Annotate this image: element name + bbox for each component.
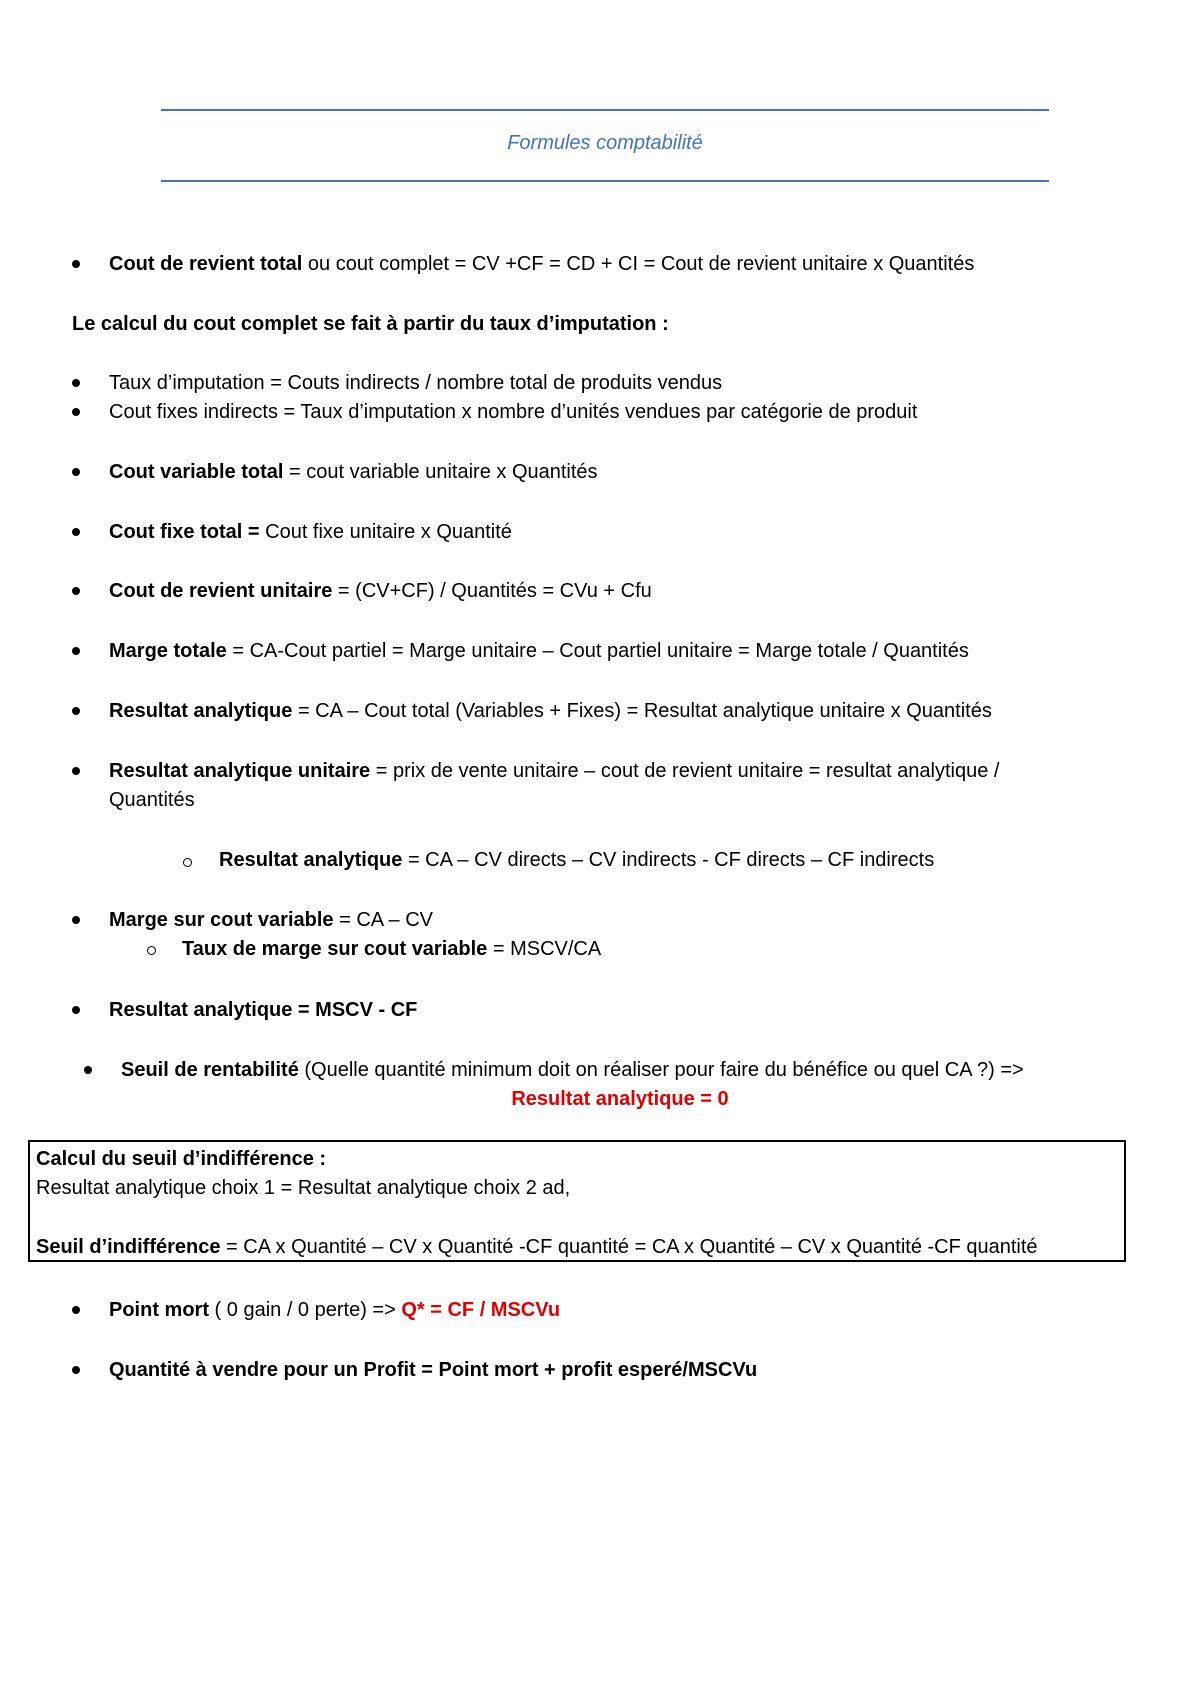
bullet-icon	[72, 528, 80, 536]
formula-resultat-mscv: Resultat analytique = MSCV - CF	[109, 999, 418, 1021]
formula-seuil-rentabilite: Seuil de rentabilité (Quelle quantité minimum doit on réaliser pour faire du bénéfice ou quel CA ?) =>	[121, 1059, 1024, 1081]
formula-resultat-analytique-detail: Resultat analytique = CA – CV directs – CV indirects - CF directs – CF indirects	[219, 849, 935, 871]
box-title: Calcul du seuil d’indifférence :	[36, 1148, 327, 1170]
formula-cout-fixes-indirects: Cout fixes indirects = Taux d’imputation x nombre d’unités vendues par catégorie de produit	[109, 401, 918, 423]
bullet-icon	[72, 707, 80, 715]
box-line-seuil-indifference: Seuil d’indifférence = CA x Quantité – CV x Quantité -CF quantité = CA x Quantité – CV x Quantité -CF quantité	[36, 1236, 1038, 1258]
header-rule-bottom	[161, 180, 1049, 182]
bullet-icon	[72, 1006, 80, 1014]
seuil-rentabilite-condition: Resultat analytique = 0	[511, 1088, 729, 1110]
formula-cout-revient-total: Cout de revient total ou cout complet = CV +CF = CD + CI = Cout de revient unitaire x Quantités	[109, 253, 975, 275]
bullet-icon	[84, 1066, 92, 1074]
formula-cout-fixe-total: Cout fixe total = Cout fixe unitaire x Quantité	[109, 521, 512, 543]
bullet-icon	[72, 379, 80, 387]
bullet-icon	[72, 408, 80, 416]
formula-resultat-analytique-unitaire: Resultat analytique unitaire = prix de vente unitaire – cout de revient unitaire = resultat analytique /	[109, 760, 1000, 782]
bullet-icon	[72, 587, 80, 595]
formula-point-mort: Point mort ( 0 gain / 0 perte) => Q* = CF / MSCVu	[109, 1299, 561, 1321]
formula-taux-marge: Taux de marge sur cout variable = MSCV/CA	[182, 938, 602, 960]
formula-cout-revient-unitaire: Cout de revient unitaire = (CV+CF) / Quantités = CVu + Cfu	[109, 580, 652, 602]
sub-bullet-icon	[147, 946, 156, 955]
formula-resultat-analytique: Resultat analytique = CA – Cout total (Variables + Fixes) = Resultat analytique unitaire x Quantités	[109, 700, 992, 722]
formula-marge-cout-variable: Marge sur cout variable = CA – CV	[109, 909, 434, 931]
formula-quantite-profit: Quantité à vendre pour un Profit = Point mort + profit esperé/MSCVu	[109, 1359, 758, 1381]
bullet-icon	[72, 767, 80, 775]
page-title: Formules comptabilité	[507, 132, 703, 154]
box-line-choix: Resultat analytique choix 1 = Resultat analytique choix 2 ad,	[36, 1177, 571, 1199]
formula-taux-imputation: Taux d’imputation = Couts indirects / nombre total de produits vendus	[109, 372, 723, 394]
header-rule-top	[161, 109, 1049, 111]
bullet-icon	[72, 647, 80, 655]
sub-bullet-icon	[183, 858, 192, 867]
bullet-icon	[72, 1366, 80, 1374]
formula-cout-variable-total: Cout variable total = cout variable unitaire x Quantités	[109, 461, 598, 483]
formula-resultat-analytique-unitaire-cont: Quantités	[109, 789, 195, 811]
bullet-icon	[72, 260, 80, 268]
paragraph-calcul-cout-complet: Le calcul du cout complet se fait à partir du taux d’imputation :	[72, 313, 669, 335]
bullet-icon	[72, 1306, 80, 1314]
formula-marge-totale: Marge totale = CA-Cout partiel = Marge unitaire – Cout partiel unitaire = Marge totale / Quantités	[109, 640, 969, 662]
bullet-icon	[72, 916, 80, 924]
bullet-icon	[72, 468, 80, 476]
